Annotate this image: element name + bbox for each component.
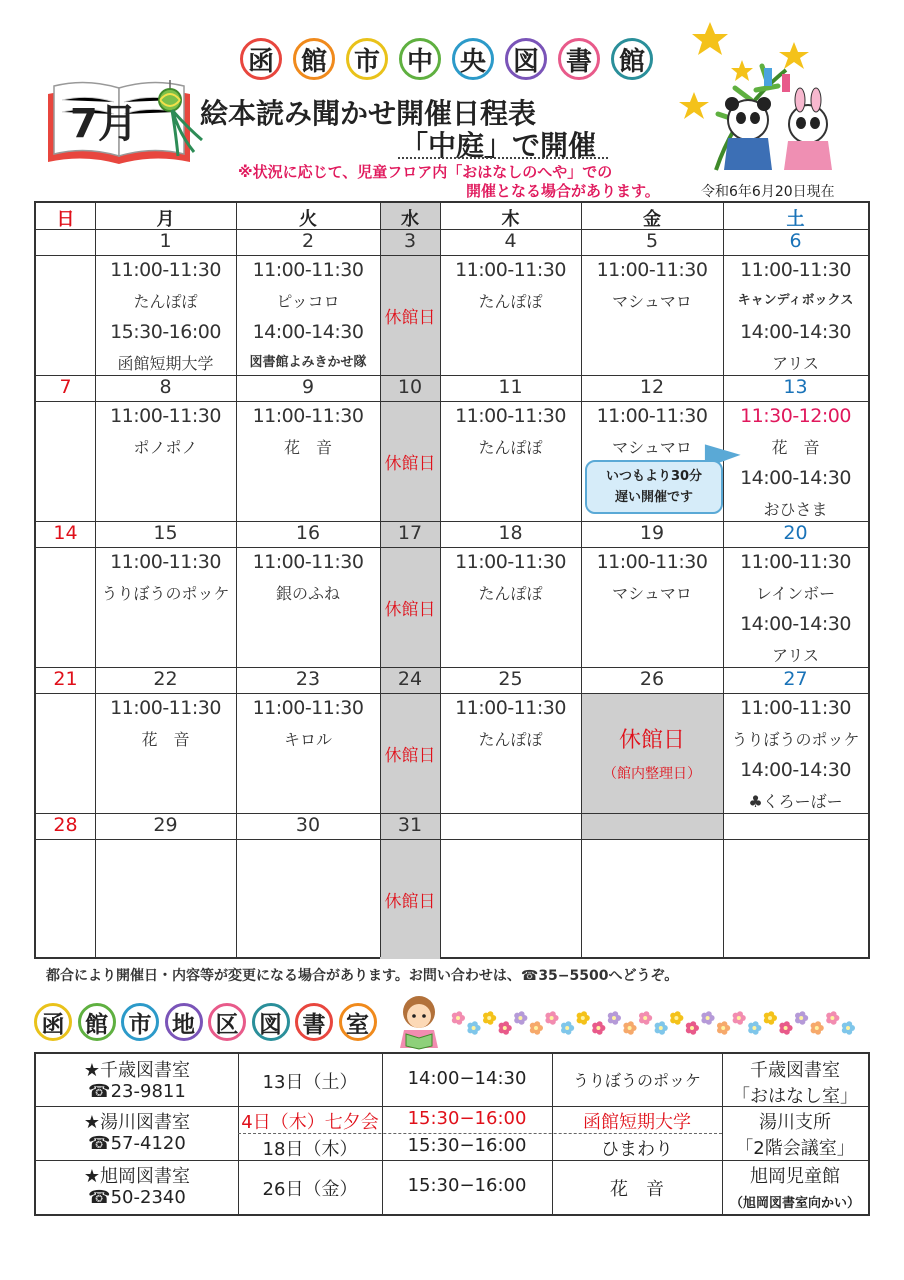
event-group: たんぽぽ — [478, 292, 543, 311]
date-number: 11 — [498, 376, 523, 398]
date-number: 18 — [498, 522, 523, 544]
event-group: うりぼうのポッケ — [731, 730, 860, 749]
branch-schedule-table — [34, 1052, 870, 1216]
branch-place: 「おはなし室」 — [732, 1086, 858, 1107]
date-number: 24 — [397, 668, 423, 690]
event-time: 11:00-11:30 — [110, 405, 221, 427]
weekday-header: 火 — [299, 209, 317, 230]
closed-day-sublabel: （館内整理日） — [603, 766, 701, 782]
weekday-header: 金 — [643, 209, 661, 230]
as-of-date: 令和6年6月20日現在 — [701, 184, 835, 200]
date-number: 1 — [159, 230, 172, 252]
girl-reading-icon — [394, 992, 444, 1050]
title-line2: 「中庭」で開催 — [400, 129, 597, 162]
event-time: 11:00-11:30 — [740, 551, 851, 573]
date-number: 19 — [639, 522, 665, 544]
date-number: 2 — [301, 230, 315, 252]
calendar-column-divider — [95, 203, 96, 957]
weekday-header: 木 — [501, 209, 520, 230]
date-number: 22 — [153, 668, 178, 690]
branch-place: （旭岡図書室向かい） — [729, 1196, 860, 1211]
event-group: ♣くろーばー — [748, 792, 843, 811]
branch-place: 旭岡児童館 — [750, 1166, 840, 1187]
event-time: 11:00-11:30 — [455, 551, 566, 573]
title-char-circle: 中 — [399, 38, 441, 80]
title-char-circle: 館 — [611, 38, 653, 80]
calendar-row-divider — [36, 401, 868, 402]
event-group: 花 音 — [141, 730, 190, 749]
event-time: 15:30-16:00 — [110, 321, 221, 343]
date-number: 10 — [397, 376, 423, 398]
branch-group: 花 音 — [610, 1179, 664, 1200]
branch-date: 4日（木）七夕会 — [241, 1112, 379, 1133]
date-number: 13 — [783, 376, 808, 398]
date-number: 21 — [53, 668, 78, 690]
flower-border-decoration — [450, 1004, 864, 1042]
tanabata-pandas-illustration — [676, 20, 876, 180]
event-time: 11:00-11:30 — [252, 551, 364, 573]
event-group: キャンディボックス — [737, 293, 854, 308]
event-group: 図書館よみきかせ隊 — [249, 355, 367, 370]
title-char-circle: 館 — [293, 38, 335, 80]
event-time: 11:00-11:30 — [455, 697, 566, 719]
title-char-circle: 央 — [452, 38, 494, 80]
event-group: マシュマロ — [612, 584, 692, 603]
event-group: 函館短期大学 — [117, 354, 214, 373]
date-number: 31 — [397, 814, 423, 836]
schedule-calendar — [34, 201, 870, 959]
branch-time: 14:00−14:30 — [407, 1068, 527, 1089]
branch-phone: ☎50-2340 — [88, 1187, 186, 1208]
calendar-column-divider — [581, 203, 582, 957]
event-group: レインボー — [755, 584, 836, 603]
event-group: たんぽぽ — [478, 438, 543, 457]
date-number: 23 — [295, 668, 321, 690]
event-group: アリス — [771, 354, 820, 373]
event-group: ポノポノ — [133, 438, 198, 457]
event-group: ピッコロ — [276, 292, 340, 311]
title-char-circle: 図 — [505, 38, 547, 80]
event-group: たんぽぽ — [133, 292, 198, 311]
date-number: 28 — [53, 814, 78, 836]
date-number: 12 — [639, 376, 665, 398]
event-time: 11:00-11:30 — [455, 405, 566, 427]
weekday-header: 水 — [401, 209, 419, 230]
branch-title-char-circle: 書 — [295, 1003, 333, 1041]
weekday-header: 日 — [56, 209, 75, 230]
event-time: 11:00-11:30 — [596, 259, 708, 281]
event-group: たんぽぽ — [478, 730, 543, 749]
branch-place: 千歳図書室 — [750, 1060, 840, 1081]
title-char-circle: 市 — [346, 38, 388, 80]
event-group: マシュマロ — [612, 438, 692, 457]
branch-time: 15:30−16:00 — [407, 1135, 527, 1156]
calendar-column-divider — [723, 203, 724, 957]
branch-date: 26日（金） — [262, 1179, 358, 1200]
event-time: 14:00-14:30 — [740, 613, 851, 635]
event-time: 11:00-11:30 — [252, 405, 364, 427]
branch-name: ★湯川図書室 — [83, 1112, 191, 1133]
date-number: 15 — [153, 522, 178, 544]
date-number: 27 — [783, 668, 808, 690]
branch-place: 「2階会議室」 — [735, 1138, 855, 1159]
calendar-row-divider — [36, 693, 868, 694]
bubble-line1: いつもより30分 — [605, 469, 703, 484]
event-group: 花 音 — [283, 438, 332, 457]
event-time: 14:00-14:30 — [740, 321, 851, 343]
branch-group: うりぼうのポッケ — [572, 1071, 701, 1090]
branch-phone: ☎23-9811 — [88, 1081, 186, 1102]
date-number: 17 — [397, 522, 423, 544]
date-number: 7 — [59, 376, 72, 398]
date-number: 25 — [498, 668, 523, 690]
note-line1: ※状況に応じて、児童フロア内「おはなしのへや」での — [238, 163, 613, 181]
branch-name: ★旭岡図書室 — [83, 1166, 191, 1187]
closed-day-label: 休館日 — [384, 600, 436, 620]
branch-phone: ☎57-4120 — [88, 1133, 186, 1154]
date-number: 5 — [645, 230, 659, 252]
closed-day-label: 休館日 — [384, 746, 436, 766]
event-group: キロル — [283, 730, 332, 749]
closed-day-label: 休館日 — [384, 892, 436, 912]
calendar-row-divider — [36, 839, 868, 840]
date-number: 14 — [53, 522, 78, 544]
branch-title-char-circle: 図 — [252, 1003, 290, 1041]
closed-day-label: 休館日 — [384, 454, 436, 474]
event-time: 11:00-11:30 — [110, 259, 221, 281]
event-time: 11:00-11:30 — [596, 405, 708, 427]
title-char-circle: 書 — [558, 38, 600, 80]
branch-row-divider — [36, 1160, 868, 1161]
event-time: 11:00-11:30 — [110, 551, 221, 573]
title-underline — [398, 157, 608, 159]
date-number: 9 — [301, 376, 315, 398]
event-time: 14:00-14:30 — [740, 467, 851, 489]
date-number: 20 — [783, 522, 808, 544]
event-group: 花 音 — [771, 438, 820, 457]
event-time: 11:00-11:30 — [252, 259, 364, 281]
event-group: マシュマロ — [612, 292, 692, 311]
weekday-header: 土 — [786, 209, 805, 230]
late-start-bubble — [585, 460, 723, 514]
event-time: 11:00-11:30 — [252, 697, 364, 719]
footnote: 都合により開催日・内容等が変更になる場合があります。お問い合わせは、☎35−5500へどうぞ。 — [46, 968, 679, 984]
branch-name: ★千歳図書室 — [83, 1060, 191, 1081]
date-number: 29 — [153, 814, 178, 836]
branch-title-char-circle: 館 — [78, 1003, 116, 1041]
event-group: 銀のふね — [275, 584, 340, 603]
ornament-icon — [150, 80, 206, 158]
event-group: うりぼうのポッケ — [101, 584, 230, 603]
closed-day-label: 休館日 — [618, 728, 685, 753]
date-number: 4 — [504, 230, 517, 252]
closed-day-label: 休館日 — [384, 308, 436, 328]
date-number: 8 — [159, 376, 172, 398]
branch-date: 18日（木） — [262, 1139, 358, 1160]
event-time: 14:00-14:30 — [740, 759, 851, 781]
event-time: 11:00-11:30 — [740, 259, 851, 281]
branch-time: 15:30−16:00 — [407, 1175, 527, 1196]
calendar-row-divider — [36, 547, 868, 548]
event-time: 11:30-12:00 — [740, 405, 851, 427]
date-number: 30 — [295, 814, 321, 836]
calendar-row-divider — [36, 255, 868, 256]
event-time: 11:00-11:30 — [740, 697, 851, 719]
date-number: 26 — [639, 668, 665, 690]
branch-title-char-circle: 区 — [208, 1003, 246, 1041]
date-number: 6 — [789, 230, 802, 252]
branch-place: 湯川支所 — [759, 1112, 831, 1133]
branch-title-char-circle: 室 — [339, 1003, 377, 1041]
event-time: 11:00-11:30 — [110, 697, 221, 719]
date-number: 16 — [295, 522, 321, 544]
branch-group: 函館短期大学 — [583, 1112, 691, 1133]
weekday-header: 月 — [156, 209, 175, 230]
title-char-circle: 函 — [240, 38, 282, 80]
calendar-column-divider — [440, 203, 441, 957]
branch-date: 13日（土） — [262, 1072, 358, 1093]
branch-group: ひまわり — [601, 1139, 673, 1160]
branch-time: 15:30−16:00 — [407, 1108, 527, 1129]
bubble-line2: 遅い開催です — [614, 490, 693, 505]
event-time: 11:00-11:30 — [596, 551, 708, 573]
branch-title-char-circle: 地 — [165, 1003, 203, 1041]
branch-title-char-circle: 函 — [34, 1003, 72, 1041]
event-group: アリス — [771, 646, 820, 665]
event-time: 14:00-14:30 — [252, 321, 364, 343]
event-time: 11:00-11:30 — [455, 259, 566, 281]
date-number: 3 — [403, 230, 417, 252]
title-line1: 絵本読み聞かせ開催日程表 — [200, 97, 537, 130]
event-group: おひさま — [763, 500, 828, 519]
event-group: たんぽぽ — [478, 584, 543, 603]
branch-title-char-circle: 市 — [121, 1003, 159, 1041]
note-line2: 開催となる場合があります。 — [466, 182, 660, 200]
month-label: 7月 — [70, 101, 138, 147]
calendar-column-divider — [236, 203, 237, 957]
